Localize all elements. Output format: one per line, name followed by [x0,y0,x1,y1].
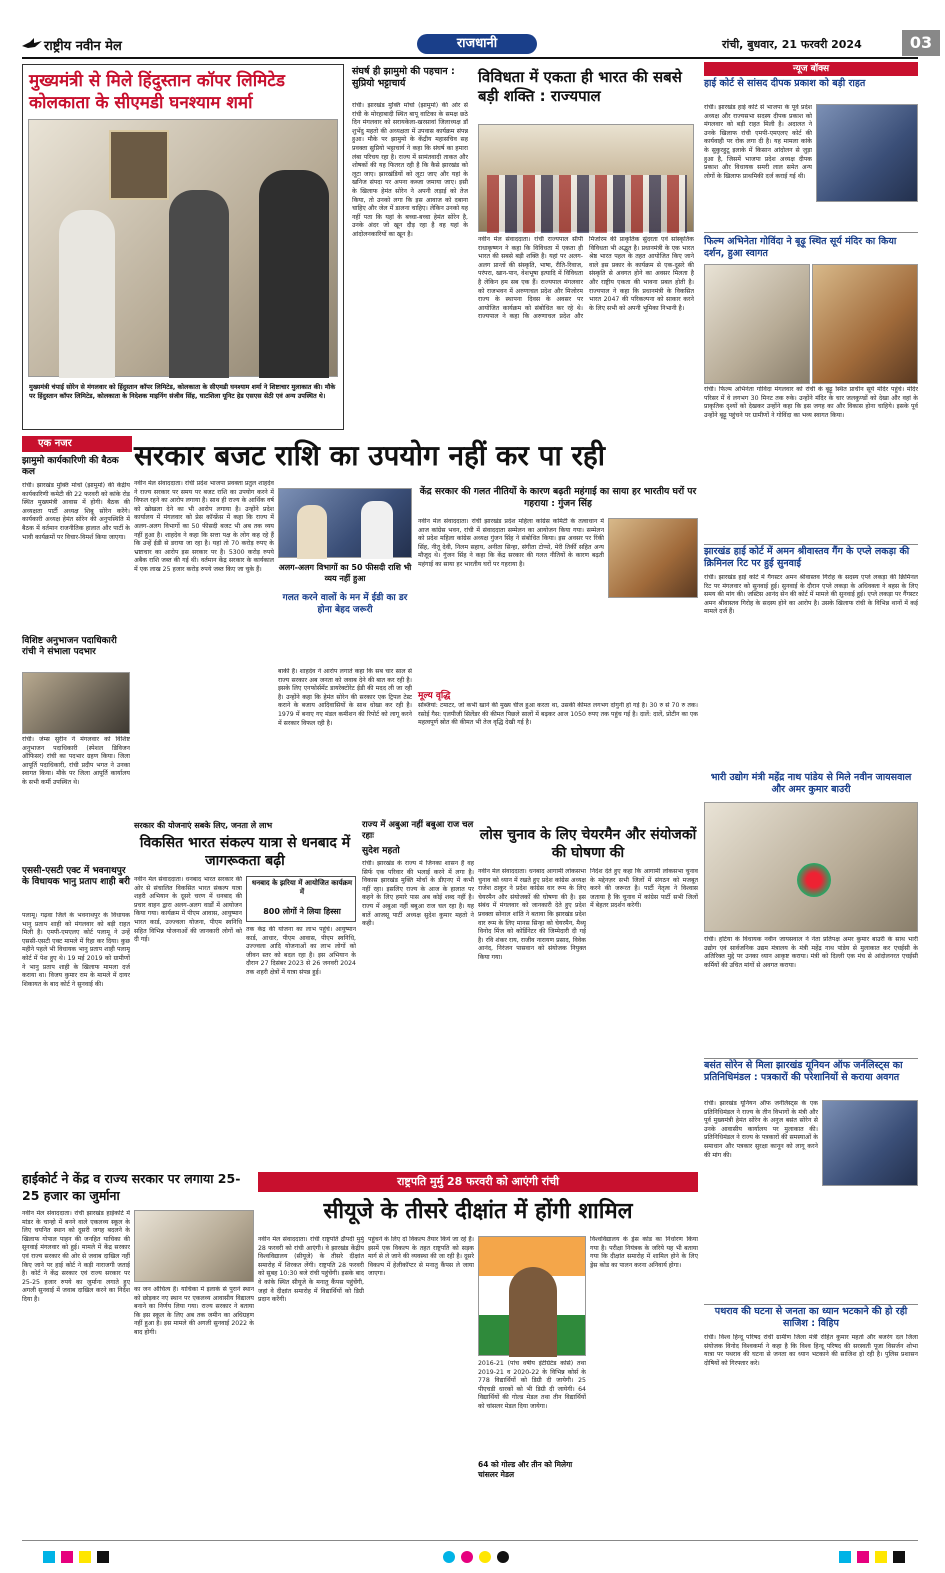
hc-fine-photo [134,1210,254,1282]
naveen-photo [704,802,918,932]
hcl-photo-person-3 [259,170,329,378]
budget-headline: सरकार बजट राशि का उपयोग नहीं कर पा रही [134,439,606,472]
governor-headline: विविधता में एकता ही भारत की सबसे बड़ी शक्ति : राज्यपाल [478,68,682,105]
brief-ranchi [22,636,130,850]
news-box-label: न्यूज बॉक्स [792,64,830,74]
gunjan-story [418,486,698,816]
lok-sabha-body: नवीन मेल संवाददाता। धनबाद आगामी लोकसभा चुनाव को ध्यान में रखते हुए प्रदेश कांग्रेस अध्यक्ष राजेश ठाकुर ने प्रदेश कांग्रेस वार रूम के लिए चेयरमैन और संयोजकों की घोषणा की है। इस संबंध में मंगलवार को जानकारी देते हुए प्रदेश प्रवक्ता सोनाल शांति ने बताया कि झारखंड प्रदेश वार रूम के लिए मानस सिन्हा को चेयरमैन, मैथ्यू विनोद मिंज को कोर्डिनेटर की जिम्मेदारी दी गई है। रवि शंकर राय, राजीव नारायण प्रसाद, विवेक आनंद, निरंजन पासवान को संयोजक नियुक्त किया गया। [478,868,586,961]
brief-ranchi-headline: विशिष्ट अनुभाजन पदाधिकारी रांची ने संभाला पदभार [22,636,117,657]
aman-body: रांची। झारखंड हाई कोर्ट में गैंगस्टर अमन श्रीवास्तव गिरोह के सदस्य एप्ले लकड़ा की क्रिमिनल रिट पर मंगलवार को सुनवाई हुई। सुनवाई के दौरान एप्ले लकड़ा के अधिवक्ता ने बहस के लिए समय की मांग की। जस्टिस आनंद सेन की कोर्ट में मामले की सुनवाई हुई। एप्ले लकड़ा पर गैंगस्टर अमन श्रीवास्तव गिरोह के सदस्य होने का आरोप है। उसके खिलाफ रांची के विभिन्न थानों में कई मामले दर्ज हैं। [704,574,918,616]
gunjan-headline: केंद्र सरकार की गलत नीतियों के कारण बढ़ती महंगाई का साया हर भारतीय घरों पर गहराया : गुंजन सिंह [419,486,697,509]
yellow-mark-r [875,1551,887,1563]
budget-inset-photo [278,488,412,558]
govinda-body: रांची। फिल्म अभिनेता गोविंदा मंगलवार को रांची के बूढ़ू स्थित प्राचीन सूर्य मंदिर पहुंचे। मंदिर परिसर में वे लगभग 30 मिनट तक रुके। उन्होंने मंदिर के चार जलकुण्डों को देखा और वहां के प्राकृतिक दृश्यों को देखकर उन्होंने कहा कि इस जगह का और विकास होना चाहिये। इसके पूर्व उन्होंने बूढ़ू पहुंचने पर ग्रामीणों ने गोविंदा का भव्य स्वागत किया। [704,386,918,419]
budget-inset-caption: अलग-अलग विभागों का 50 फीसदी राशि भी व्यय नहीं हुआ [278,563,412,583]
masthead [22,33,933,56]
jmm-headline: संघर्ष ही झामुमो की पहचान : सुप्रियो भट्टाचार्य [352,66,455,89]
registration-marks-right [836,1548,908,1567]
sudesh-headline: सुदेश महतो [362,846,400,856]
brief-ranchi-photo [22,672,130,734]
naveen-body: रांची। हटिया के विधायक नवीन जायसवाल ने नेता प्रतिपक्ष अमर कुमार बाउरी के साथ भारी उद्योग एवं सार्वजनिक उद्यम मंत्रालय के मंत्री महेंद्र नाथ पांडेय से मुलाकात कर एचईसी के अतिरिक्त मुद्दे पर उनका ध्यान आकृष्ट कराया। मंत्री को दिल्ली एक मंच से आंदोलनरत एचईसी कर्मियों की उचित मांगों से अवगत कराया। [704,936,918,969]
brief-jmm [22,456,130,634]
yatra-inset-kicker: धनबाद के झरिया में आयोजित कार्यक्रम में [251,879,353,896]
hc-fine-body-2: का जन औचित्य है। याचिका में इलाके से पुराने स्थान को छोड़कर नए स्थान पर एकलव्य आवासीय विद्यालय बनाने का निर्णय लिया गया। राज्य सरकार ने बताया कि इस स्कूल के लिए अब तक जमीन का अधिग्रहण नहीं हुआ है। इस मामले की अगली सुनवाई 2022 के बाद होगी। [134,1286,254,1336]
gunjan-body: नवीन मेल संवाददाता। रांची झारखंड प्रदेश महिला कांग्रेस कमिटी के तत्वाधान में आज कांग्रेस भवन, रांची में संवाददाता सम्मेलन का आयोजन किया गया। सम्मेलन को प्रदेश महिला कांग्रेस अध्यक्ष गुंजन सिंह ने संबोधित किया। इस अवसर पर रिंकी सिंह, नीतू देवी, निलम सहाय, अनीता सिन्हा, संगीता टोप्पो, मेरी तिर्की सहित अन्य मौजूद थे। गुंजन सिंह ने कहा कि केंद्र सरकार की गलत नीतियों के कारण बढ़ती महंगाई का साया हर भारतीय घरों पर गहराया है। [418,518,604,568]
budget-inset-person-1 [297,505,327,559]
governor-photo [478,124,694,232]
dateline: रांची, बुधवार, 21 फरवरी 2024 [722,38,862,51]
murmu-body: नवीन मेल संवाददाता। रांची राष्ट्रपति द्रौपदी मुर्मु 28 फरवरी को रांची आएंगी। वे झारखंड केंद्रीय विश्वविद्यालय (सीयूजे) के तीसरे दीक्षांत समारोह में शिरकत लेंगी। राष्ट्रपति 28 फरवरी को सुबह 10:30 बजे रांची पहुंचेंगी। इसके बाद वे कांके स्थित सीयूजे के मनातु कैंपस पहुंचेंगी, जहां वे दीक्षांत समारोह में विद्यार्थियों को डिग्री प्रदान करेंगी। [258,1236,364,1304]
sidebar-vhp-story [704,1306,918,1528]
budget-body: नवीन मेल संवाददाता। रांची प्रदेश भाजपा प्रवक्ता प्रतुल शाहदेव ने राज्य सरकार पर समय पर बजट राशि का उपयोग करने में विफल रहने का आरोप लगाया है। साथ ही राज्य के आर्थिक वर्ष को खोखला देने का भी आरोप लगाया है। उन्होंने प्रदेश कार्यालय में मंगलवार को प्रेस कॉन्फ्रेंस में कहा कि राज्य में अलग-अलग विभागों का 50 फीसदी बजट भी अब तक व्यय नहीं हुआ है। शाहदेव ने कहा कि सत्ता पक्ष के लोग कह रहे हैं कि उन्हें ईडी से डराया जा रहा है। यहां तो 70 करोड़ रुपए के भ्रष्टाचार का आरोप इस सरकार पर है। 5300 करोड़ रुपये अबैक राशि जब्त की गई थी। वर्तमान केंद्र सरकार के कार्यकाल में एक लाख 25 हजार करोड़ रुपये जब्त किए जा चुके हैं। [134,480,274,573]
governor-body: नवीन मेल संवाददाता। रांची राज्यपाल सीपी राधाकृष्णन ने कहा कि विविधता में एकता ही भारत की सबसे बड़ी शक्ति है। यहां पर अलग-अलग प्रान्तों की संस्कृति, भाषा, रीति-रिवाज, परंपरा, खान-पान, वेशभूषा इत्यादि में विविधता है लेकिन हम सब एक हैं। राज्यपाल मंगलवार को राजभवन में अरुणाचल प्रदेश और मिजोरम राज्य के स्थापना दिवस के अवसर पर आयोजित कार्यक्रम को संबोधित कर रहे थे। राज्यपाल ने कहा कि अरुणाचल प्रदेश और मिजोरम की प्राकृतिक सुंदरता एवं सांस्कृतिक विविधता भी अद्भुत है। प्रधानमंत्री के एक भारत श्रेष्ठ भारत पहल के तहत आयोजित किए जाने वाले इस प्रकार के कार्यक्रम से एक-दूसरे की संस्कृति से अवगत होने का अवसर मिलता है और राष्ट्रीय एकता की भावना प्रबल होती है। राज्यपाल ने कहा कि प्रधानमंत्री के विकसित भारत 2047 की परिकल्पना को साकार करने के लिए सभी को अपनी भूमिका निभानी है। [478,236,694,321]
masthead-rule [22,57,918,59]
murmu-body-2: पहुंचने के लिए दो विकल्प तैयार किये जा रहे हैं। इसमें एक विकल्प के तहत राष्ट्रपति को सड़क मार्ग से ले जाने की व्यवस्था की जा रही है। दूसरे विकल्प में हेलीकॉप्टर से मनातु कैंपस ले जाया जाएगा। [368,1236,474,1278]
brief-ranchi-body: रांची। जेम्स सुरीन ने मंगलवार को विशिष्ट अनुभाजन पदाधिकारी (स्पेशल डिविजन ऑफिसर) रांची का पदभार ग्रहण किया। जिला आपूर्ति पदाधिकारी, रांची प्रदीप भगत ने उनका स्वागत किया। मौके पर जिला आपूर्ति कार्यालय के सभी कर्मी उपस्थित थे। [22,736,130,786]
murmu-photo-portrait [509,1267,557,1357]
sudesh-kicker: राज्य में अबुआ नहीं बबुआ राज चल रहाः [362,820,474,841]
governor-story [476,64,696,430]
gunjan-price-body: सब्जियां: टमाटर, जो कभी खाने की मुख्य चीज हुआ करता था, उसकी कीमत लगभग दोगुनी हो गई है। 30 रु से 70 रु तक। रसोई गैस: एलपीजी सिलेंडर की कीमत पिछले सालों में बढ़कर आज 1050 रुपए तक पहुंच गई है। दालें: दालें, प्रोटीन का एक महत्वपूर्ण स्रोत की कीमत भी तेज वृद्धि देखी गई है। [418,702,698,727]
budget-body-2: बाकी हैं। शाहदेव ने आरोप लगाते कहा कि सब चार साल से राज्य सरकार अब जनता को जवाब देने की बात कर रही है। इसके लिए एनफोर्समेंट डायरेक्टोरेट ईडी की मदद ली जा रही है। उन्होंने कहा कि हेमंत सोरेन की सरकार एक ट्रिपल टेस्ट कराने के बजाय आदिवासियों के साथ धोखा कर रही है। 1979 में बनाए गए मंडल कमीशन की रिपोर्ट को लागू करने में सरकार विफल रही है। [278,668,412,727]
yatra-body-2: तक केंद्र की योजना का लाभ पहुंचे। आयुष्मान कार्ड, आधार, पीएम आवास, पीएम स्वनिधि, उज्ज्वला आदि योजनाओं का लाभ लोगों को जीवन स्तर को बदल रहा है। इस अभियान के दौरान 27 दिसंबर 2023 से 26 जनवरी 2024 तक शहरी क्षेत्रों में यात्रा संपन्न हुई। [246,926,356,976]
footer-rule [22,1540,918,1541]
murmu-kicker-bar [258,1172,698,1192]
sidebar-divider-1 [704,232,918,233]
brief-sc-st [22,866,130,1162]
gunjan-photo [608,518,698,598]
page-number: 03 [902,30,940,56]
yellow-dot [479,1551,491,1563]
union-headline: बसंत सोरेन से मिला झारखंड यूनियन ऑफ जर्नलिस्ट्स का प्रतिनिधिमंडल : पत्रकारों की परेशानियों से कराया अवगत [704,1060,903,1083]
yatra-story [134,820,356,1166]
murmu-stats: 2016-21 (पांच वर्षीय इंटीग्रेटेड कोर्स) तथा 2019-21 व 2020-22 के विभिन्न कोर्स के 778 विद्यार्थियों को डिग्री दी जायेगी। 25 पीएचडी धारकों को भी डिग्री दी जायेगी। 64 विद्यार्थियों की गोल्ड मेडल तथा तीन विद्यार्थियों को चांसलर मेडल दिया जायेगा। [478,1360,586,1410]
hcl-caption: मुख्यमंत्री चंपाई सोरेन से मंगलवार को हिंदुस्तान कॉपर लिमिटेड, कोलकाता के सीएमडी घनश्याम शर्मा ने शिष्टाचार मुलाकात की। मौके पर हिंदुस्तान कॉपर लिमिटेड, कोलकाता के निदेशक माइनिंग संजीव सिंह, घाटशिला यूनिट हेड एसएस सेठी एवं अन्य उपस्थित थे। [29,383,336,400]
yatra-inset [246,876,356,922]
magenta-mark [61,1551,73,1563]
registration-marks-center [440,1548,512,1567]
hcl-headline-1: मुख्यमंत्री से मिले हिंदुस्तान कॉपर लिमिटेड [29,71,285,91]
brief-jmm-headline: झामुमो कार्यकारिणी की बैठक कल [22,456,119,477]
mp-photo [816,104,918,202]
budget-inset [278,488,412,664]
budget-inset-person-2 [361,501,393,559]
sidebar-naveen-story [704,772,918,1022]
bird-logo-icon [22,37,42,51]
govinda-photo-1 [704,264,810,384]
vhp-body: रांची। विश्व हिन्दू परिषद रांची ग्रामीण जिला मंत्री रोहित कुमार महतो और बजरंग दल जिला संयोजक विनोद विश्वकर्मा ने कहा है कि विश्व हिन्दू परिषद की सरस्वती पूजा विसर्जन शोभा यात्रा पर पथराव की घटना से जनता का ध्यान भटकाने की साजिश हो रही है। पुलिस प्रशासन दोषियों को गिरफ्तार करे। [704,1334,918,1367]
murmu-photo [478,1236,586,1356]
hcl-photo-frame [109,130,169,200]
murmu-kicker: राष्ट्रपति मुर्मु 28 फरवरी को आएंगी रांची [397,1175,559,1188]
sudesh-body: रांची। झारखंड के राज्य में जिनका शासन है वह सिर्फ एक परिवार की भलाई करने में लगा है। विकास झारखंड मुक्ति मोर्चा के डीएनए में कभी नहीं रहा। इसलिए राज्य के आज के हालात पर कहने के लिए हमारे पास अब कोई शब्द नहीं है। राज्य में अबुआ नहीं बबुआ राज चल रहा है। यह बातें आजसू पार्टी अध्यक्ष सुदेश कुमार महतो ने कही। [362,860,474,928]
sidebar-govinda-story [704,236,918,432]
cyan-mark-r [839,1551,851,1563]
murmu-headline: सीयूजे के तीसरे दीक्षांत में होंगी शामिल [323,1199,633,1224]
black-mark-r [893,1551,905,1563]
mp-body: रांची। झारखंड हाई कोर्ट से भाजपा के पूर्व प्रदेश अध्यक्ष और राज्यसभा सदस्य दीपक प्रकाश को मंगलवार को बड़ी राहत मिली है। अदालत ने उनके खिलाफ रांची एमपी-एमएलए कोर्ट की कार्यवाही पर रोक लगा दी है। यह मामला कांके के सुकुरहुटू इलाके में किसान आंदोलन से जुड़ा हुआ है, जिसमें भाजपा प्रदेश अध्यक्ष दीपक प्रकाश और विधायक समरी लाल समेत अन्य लोगों के खिलाफ प्राथमिकी दर्ज कराई गई थी। [704,104,812,180]
union-body: रांची। झारखंड यूनियन ऑफ जर्नलिस्ट्स के एक प्रतिनिधिमंडल ने राज्य के तीन विभागों के मंत्री और पूर्व मुख्यमंत्री हेमंत सोरेन के अनुज बसंत सोरेन से उनके आवासीय कार्यालय पर मुलाकात की। प्रतिनिधिमंडल ने राज्य के पत्रकारों की समस्याओं के समाधान और पत्रकार सुरक्षा कानून को लागू करने की मांग की। [704,1100,818,1159]
govinda-headline: फिल्म अभिनेता गोविंदा ने बूढ़ू स्थित सूर्य मंदिर का किया दर्शन, हुआ स्वागत [704,236,897,259]
brief-sc-st-headline: एससी-एसटी एक्ट में भवनाथपुर के विधायक भानु प्रताप शाही बरी [22,866,130,887]
sidebar-divider-3 [704,1058,918,1059]
lok-sabha-story [478,826,698,1166]
jmm-body: रांची। झारखंड मुक्ति मोर्चा (झामुमो) की ओर से रांची के मोरहाबादी स्थित बापू वाटिका के समक्ष छठे दिन मंगलवार को सरायकेला-खरसावां जिलाध्यक्ष डॉ शुभेंदु महतो की अध्यक्षता में उपवास कार्यक्रम संपन्न हुआ। मौके पर झामुमो के केंद्रीय महासचिव सह प्रवक्ता सुप्रियो भट्टाचार्य ने कहा कि संघर्ष का हमारा लंबा परिचय रहा है। राज्य में सामंतवादी ताकत और शोषकों की यह फितरत रही है कि कैसे झारखंड को लूटा जाए। झारखंडियों को लूटा जाए और यहां के खनिज संपदा पर अपना कब्जा जमाया जाए। इसी के खिलाफ हेमंत सोरेन ने अपनी लड़ाई को तेज किया, तो उनको लगा कि इस आवाज को दबाना चाहिए और जेल में डालना चाहिए। लेकिन उनको यह नहीं पता कि यहां के बच्चा-बच्चा हेमंत सोरेन है, उनके अंदर जो खून दौड़ रहा है वह यहां के आंदोलनकारियों का खून है। [352,102,468,238]
mp-headline: हाई कोर्ट से सांसद दीपक प्रकाश को बड़ी राहत [704,78,866,89]
brief-sc-st-body: पलामू। गढ़वा जिले के भवनाथपुर के विधायक भानु प्रताप शाही को मंगलवार को बड़ी राहत मिली है। एमपी-एमएलए कोर्ट पलामू ने उन्हें एससी-एसटी एक्ट मामले में रिहा कर दिया। कुछ महीने पहले भी विधायक भानु प्रताप शाही पलामू कोर्ट में पेश हुए थे। 19 मई 2019 को ग्रामीणों ने भानु प्रताप शाही के खिलाफ मामला दर्ज कराया था। विजय कुमार राम के मामले में दायर शिकायत के बाद कोर्ट ने सुनवाई की। [22,912,130,988]
black-mark [97,1551,109,1563]
governor-photo-people [487,175,687,233]
hcl-story [22,64,344,430]
hc-fine-headline: हाईकोर्ट ने केंद्र व राज्य सरकार पर लगाया 25-25 हजार का जुर्माना [22,1171,241,1203]
black-dot [497,1551,509,1563]
yatra-body: नवीन मेल संवाददाता। धनबाद भारत सरकार की ओर से संचालित विकसित भारत संकल्प यात्रा शहरी अभियान के दूसरे चरण में धनबाद की प्रचार वाहन द्वारा अलग-अलग वार्डों में आयोजन किया गया। कार्यक्रम में पीएम आवास, आयुष्मान भारत कार्ड, उज्ज्वला योजना, पीएम स्वनिधि सहित विभिन्न योजनाओं की जानकारी लोगों को दी गई। [134,876,242,944]
registration-marks-left [40,1548,112,1567]
jmm-story [350,64,470,430]
gunjan-price-title: मूल्य वृद्धि [418,691,451,701]
sidebar-divider-4 [704,1304,918,1305]
paper-name: राष्ट्रीय नवीन मेल [44,39,122,54]
news-box-header [704,62,918,76]
sidebar-aman-story [704,546,918,746]
hc-fine-body: नवीन मेल संवाददाता। रांची झारखंड हाईकोर्ट में मांडर के चान्हो में बनने वाले एकलव्य स्कूल के लिए चयनित स्थान को दूसरी जगह बदलने के खिलाफ गोपाल पाहन की जनहित याचिका की सुनवाई मंगलवार को हुई। मामले में केंद्र सरकार एवं राज्य सरकार की ओर से जवाब दाखिल नहीं किए जाने पर हाई कोर्ट ने कड़ी नाराजगी जताई है। कोर्ट ने केंद्र सरकार एवं राज्य सरकार पर 25-25 हजार रुपये का जुर्माना लगाते हुए अगली सुनवाई में जवाब दाखिल करने का निर्देश दिया है। [22,1210,130,1303]
sudesh-story [362,820,474,1166]
yellow-mark [79,1551,91,1563]
yatra-inset-title: 800 लोगों ने लिया हिस्सा [263,907,341,916]
section-label: राजधानी [417,34,537,54]
budget-inset-quote: गलत करने वालों के मन में ईडी का डर होना बेहद जरूरी [282,593,408,615]
vhp-headline: पथराव की घटना से जनता का ध्यान भटकाने की हो रही साजिश : विहिप [714,1306,908,1329]
sidebar-union-story [704,1060,918,1300]
murmu-bold-line: 64 को गोल्ड और तीन को मिलेगा चांसलर मेडल [478,1460,573,1479]
cyan-mark [43,1551,55,1563]
hcl-headline-2: कोलकाता के सीएमडी घनश्याम शर्मा [29,93,253,113]
magenta-mark-r [857,1551,869,1563]
naveen-headline: भारी उद्योग मंत्री महेंद्र नाथ पांडेय से मिले नवीन जायसवाल और अमर कुमार बाउरी [710,772,912,795]
magenta-dot [461,1551,473,1563]
naveen-photo-bouquet [797,863,831,897]
hcl-photo-person-1 [59,210,115,378]
hcl-photo [28,119,338,377]
govinda-photo-2 [812,264,918,384]
brief-jmm-body: रांची। झारखंड मुक्ति मोर्चा (झामुमो) की केंद्रीय कार्यकारिणी कमेटी की 22 फरवरी को कांके रोड स्थित मुख्यमंत्री आवास में होगी। बैठक की अध्यक्षता पार्टी अध्यक्ष शिबू सोरेन करेंगे। कार्यकारी अध्यक्ष हेमंत सोरेन की अनुपस्थिति में बैठक में वर्तमान राजनीतिक हालात और पार्टी के भावी कार्यक्रमों पर विचार-विमर्श किया जाएगा। [22,482,130,541]
aman-headline: झारखंड हाई कोर्ट में अमन श्रीवास्तव गैंग के एप्ले लकड़ा की क्रिमिनल रिट पर हुई सुनवाई [704,546,910,569]
hcl-photo-person-2 [169,190,229,378]
sidebar-divider-2 [704,544,918,545]
ek-nazar-tag: एक नजर [22,436,132,452]
murmu-body-3: विश्वविद्यालय के ड्रेस कोड का निर्धारण किया गया है। परीक्षा नियंत्रक के जरिये यह भी बताया गया कि दीक्षांत समारोह में शामिल होने के लिए ड्रेस कोड का पालन करना अनिवार्य होगा। [590,1236,698,1269]
yatra-headline: विकसित भारत संकल्प यात्रा से धनबाद में जागरूकता बढ़ी [139,835,351,869]
lok-sabha-headline: लोस चुनाव के लिए चेयरमैन और संयोजकों की घोषणा की [479,827,697,861]
union-photo [822,1100,918,1186]
cyan-dot [443,1551,455,1563]
yatra-kicker: सरकार की योजनाएं सबके लिए, जनता ले लाभ [134,821,273,830]
hc-fine-story [22,1170,254,1530]
lok-sabha-body-2: निर्देश देते हुए कहा कि आगामी लोकसभा चुनाव के मद्देनज़र सभी जिलों में संगठन को मजबूत करने की जरूरत है। पार्टी नेतृत्व ने विश्वास जताया है कि चुनाव में कांग्रेस पार्टी सभी जिलों में बेहतर प्रदर्शन करेगी। [590,868,698,910]
